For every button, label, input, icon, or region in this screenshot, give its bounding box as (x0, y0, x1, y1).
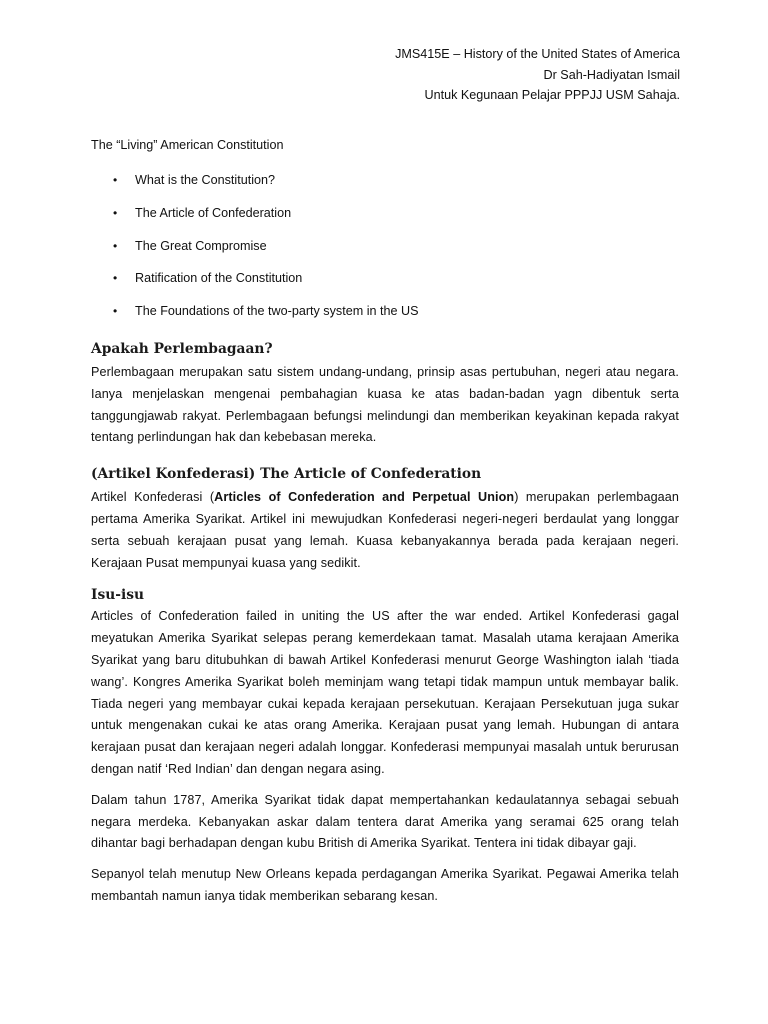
bullet-icon: • (113, 173, 118, 187)
topic-label: The Foundations of the two-party system in the US (135, 304, 419, 319)
document-title: The “Living” American Constitution (91, 138, 284, 152)
document-body (91, 338, 679, 908)
lecturer-name: Dr Sah-Hadiyatan Ismail (543, 67, 680, 82)
paragraph-artikel-bold: Articles of Confederation and Perpetual Union (214, 490, 515, 505)
list-item (91, 203, 419, 236)
document-header (395, 44, 680, 106)
topic-label: The Great Compromise (135, 238, 267, 253)
section-heading-apakah: Apakah Perlembagaan? (91, 341, 273, 357)
usage-note: Untuk Kegunaan Pelajar PPPJJ USM Sahaja. (424, 88, 680, 102)
section-heading-isu: Isu-isu (91, 587, 145, 604)
paragraph-artikel (91, 487, 679, 574)
list-item (91, 236, 419, 269)
topic-label: Ratification of the Constitution (135, 271, 303, 286)
section-heading-artikel: (Artikel Konfederasi) The Article of Confederation (91, 466, 482, 483)
paragraph-artikel-start: Artikel Konfederasi ( (91, 490, 215, 505)
list-item (91, 301, 419, 334)
topic-label: The Article of Confederation (135, 205, 292, 220)
course-title: JMS415E – History of the United States of America (395, 47, 680, 61)
paragraph-apakah: Perlembagaan merupakan satu sistem undang-undang, prinsip asas pertubuhan, negeri atau negara. Ianya menjelaskan mengenai pembahagian kuasa ke atas badan-badan yagn dibentuk serta tanggungjawab rakyat. Perlembagaan befungsi melindungi dan memberikan keyakinan kepada rakyat tentang perlindungan hak dan kebebasan mereka. (91, 365, 679, 445)
list-item (91, 268, 419, 301)
paragraph-isu-2: Dalam tahun 1787, Amerika Syarikat tidak dapat mempertahankan kedaulatannya sebagai sebuah negara merdeka. Kebanyakan askar dalam tentera darat Amerika yang seramai 625 orang telah dihantar bagi berhadapan dengan kubu British di Amerika Syarikat. Tentera ini tidak dibayar gaji. (91, 792, 679, 851)
paragraph-isu-3: Sepanyol telah menutup New Orleans kepada perdagangan Amerika Syarikat. Pegawai Amerika telah membantah namun ianya tidak memberikan sebarang kesan. (91, 867, 679, 903)
bullet-icon: • (113, 271, 118, 286)
paragraph-isu-1: Articles of Confederation failed in uniting the US after the war ended. Artikel Konfederasi gagal meyatukan Amerika Syarikat selepas perang kemerdekaan tamat. Masalah utama kerajaan Amerika Syarikat yang baru ditubuhkan di bawah Artikel Konfederasi menurut George Washington ialah ‘tiada wang’. Kongres Amerika Syarikat boleh meminjam wang tetapi tidak mampun untuk membayar balik. Tiada negeri yang membayar cukai kepada kerajaan persekutuan. Kerajaan Persekutuan juga sukar untuk mengenakan cukai ke atas orang Amerika. Kerajaan pusat yang lemah. Hubungan di antara kerajaan pusat dan kerajaan negeri adalah longgar. Konfederasi mempunyai masalah untuk berurusan dengan natif ‘Red Indian’ dan dengan negara asing. (91, 609, 679, 776)
paragraph-artikel-end: ) merupakan perlembagaan pertama Amerika Syarikat. Artikel ini mewujudkan Konfederasi negeri-negeri berdaulat yang longgar serta sebuah kerajaan pusat yang lemah. Kuasa kebanyakannya berada pada kerajaan negeri. Kerajaan Pusat mempunyai kuasa yang sedikit. (91, 490, 679, 570)
bullet-icon: • (113, 238, 118, 253)
topic-label: What is the Constitution? (135, 173, 276, 187)
bullet-icon: • (113, 304, 118, 319)
topic-list (91, 170, 419, 334)
bullet-icon: • (113, 205, 118, 220)
list-item (91, 170, 419, 203)
